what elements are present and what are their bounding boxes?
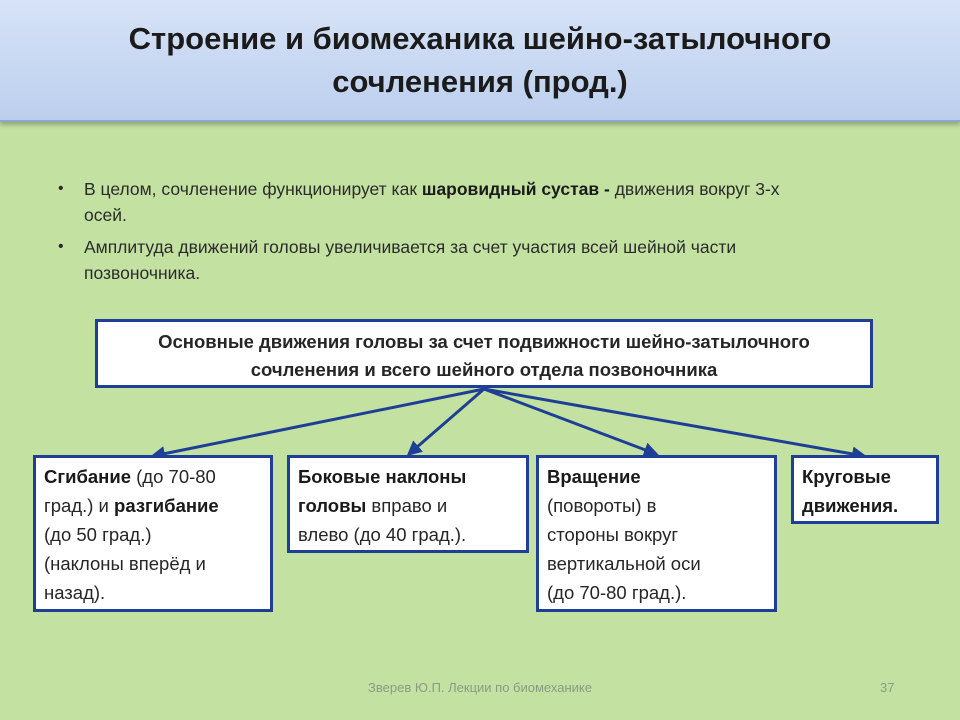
- footer-text: Зверев Ю.П. Лекции по биомеханике: [368, 680, 592, 695]
- rotation-text-1: (повороты) в: [547, 495, 657, 516]
- bullet-1-continuation: осей.: [84, 205, 127, 225]
- arrow-to-flexion: [153, 389, 484, 456]
- rotation-label: Вращение: [547, 466, 641, 487]
- lateral-label-1: Боковые наклоны: [298, 466, 467, 487]
- lateral-text-1: вправо и: [366, 495, 448, 516]
- bullet-1-text-start: В целом, сочленение функционирует как: [84, 179, 422, 199]
- page-number: 37: [880, 680, 895, 695]
- lateral-label-2: головы: [298, 495, 367, 516]
- bullet-1-bold: шаровидный сустав -: [421, 179, 610, 199]
- lateral-text-2: влево (до 40 град.).: [298, 524, 467, 545]
- main-box-line-2: сочленения и всего шейного отдела позвоночника: [250, 359, 718, 380]
- flexion-range: (до 70-80: [131, 466, 216, 487]
- slide-title: [70, 17, 890, 103]
- title-line-2: сочленения (прод.): [332, 64, 628, 99]
- lateral-bending-box: [287, 455, 529, 553]
- flexion-note-2: назад).: [44, 582, 106, 603]
- rotation-text-3: вертикальной оси: [547, 553, 701, 574]
- slide-header: [0, 0, 960, 122]
- extension-label: разгибание: [114, 495, 219, 516]
- bullet-dot-icon: •: [58, 238, 64, 255]
- flexion-label: Сгибание: [44, 466, 131, 487]
- circular-label-2: движения.: [802, 495, 899, 516]
- circular-label-1: Круговые: [802, 466, 891, 487]
- flexion-note-1: (наклоны вперёд и: [44, 553, 206, 574]
- title-line-1: Строение и биомеханика шейно-затылочного: [128, 21, 832, 56]
- arrow-to-circular: [484, 389, 864, 456]
- arrow-to-lateral: [409, 389, 484, 454]
- bullet-item-2: [56, 234, 896, 286]
- rotation-text-2: стороны вокруг: [547, 524, 679, 545]
- flexion-extension-box: [33, 455, 273, 612]
- main-movements-box: [95, 319, 873, 388]
- arrow-to-rotation: [484, 389, 656, 454]
- bullet-2-text: Амплитуда движений головы увеличивается за счет участия всей шейной части: [84, 237, 737, 257]
- rotation-box: [536, 455, 777, 612]
- main-box-line-1: Основные движения головы за счет подвижности шейно-затылочного: [158, 331, 810, 352]
- bullet-item-1: [56, 176, 896, 228]
- flexion-unit: град.) и: [44, 495, 115, 516]
- rotation-text-4: (до 70-80 град.).: [547, 582, 687, 603]
- bullet-list: [56, 176, 896, 292]
- bullet-dot-icon: •: [58, 180, 64, 197]
- bullet-2-continuation: позвоночника.: [84, 263, 201, 283]
- circular-movements-box: [791, 455, 939, 524]
- bullet-1-text-end: движения вокруг 3-х: [609, 179, 780, 199]
- extension-range: (до 50 град.): [44, 524, 152, 545]
